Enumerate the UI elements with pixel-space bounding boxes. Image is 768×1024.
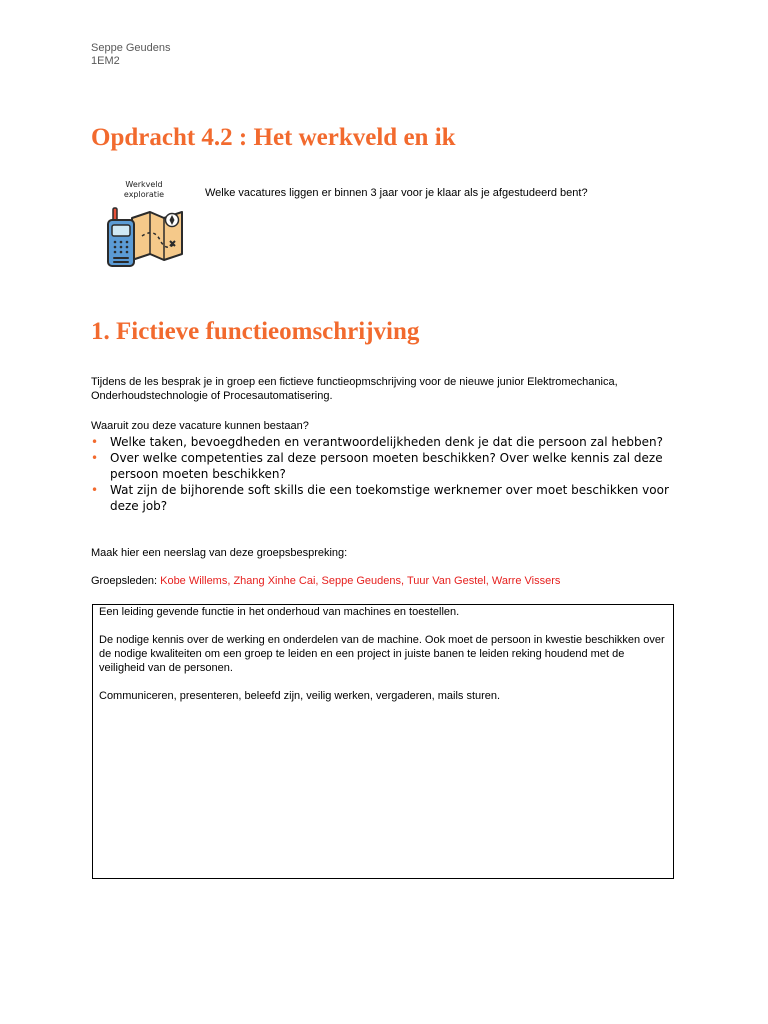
- section-title: 1. Fictieve functieomschrijving: [91, 318, 420, 345]
- question-list: [91, 434, 691, 514]
- werkveld-exploratie-illustration: [102, 178, 188, 270]
- bullet-icon: •: [91, 483, 99, 497]
- author-name: Seppe Geudens: [91, 42, 171, 54]
- question-lead: Waaruit zou deze vacature kunnen bestaan?: [91, 420, 309, 432]
- page-title: Opdracht 4.2 : Het werkveld en ik: [91, 124, 456, 151]
- list-item: [91, 482, 691, 514]
- bullet-icon: •: [91, 435, 99, 449]
- class-code: 1EM2: [91, 55, 120, 67]
- walkie-talkie-map-icon: [102, 178, 188, 270]
- answer-paragraph: Een leiding gevende functie in het onderhoud van machines en toestellen.: [99, 606, 460, 618]
- group-members-line: [91, 574, 560, 588]
- answer-paragraph: De nodige kennis over de werking en onderdelen van de machine. Ook moet de persoon in kwestie beschikken over de nodige kwaliteiten om een groep te leiden en een project in juiste banen te leiden reking houdend met de veiligheid van de personen.: [99, 634, 665, 674]
- answer-box[interactable]: [92, 604, 674, 879]
- illustration-label-line2: exploratie: [123, 190, 165, 199]
- list-item: [91, 450, 691, 482]
- section-intro: Tijdens de les besprak je in groep een fictieve functieopmschrijving voor de nieuwe junior Elektromechanica, Onderhoudstechnologie of Procesautomatisering.: [91, 376, 618, 402]
- answer-paragraph: Communiceren, presenteren, beleefd zijn, veilig werken, vergaderen, mails sturen.: [99, 690, 501, 702]
- list-item-text: Welke taken, bevoegdheden en verantwoordelijkheden denk je dat die persoon zal hebben?: [110, 435, 663, 449]
- bullet-icon: •: [91, 451, 99, 465]
- neerslag-instruction: Maak hier een neerslag van deze groepsbespreking:: [91, 547, 348, 559]
- illustration-label-line1: Werkveld: [125, 180, 163, 189]
- list-item: [91, 434, 691, 450]
- members-label: Groepsleden:: [91, 575, 158, 587]
- list-item-text: Over welke competenties zal deze persoon moeten beschikken? Over welke kennis zal deze persoon moeten beschikken?: [110, 451, 663, 481]
- members-list: Kobe Willems, Zhang Xinhe Cai, Seppe Geudens, Tuur Van Gestel, Warre Vissers: [160, 575, 561, 587]
- document-header: [91, 42, 171, 68]
- list-item-text: Wat zijn de bijhorende soft skills die een toekomstige werknemer over moet beschikken voor deze job?: [110, 483, 669, 513]
- intro-question: Welke vacatures liggen er binnen 3 jaar voor je klaar als je afgestudeerd bent?: [205, 187, 588, 199]
